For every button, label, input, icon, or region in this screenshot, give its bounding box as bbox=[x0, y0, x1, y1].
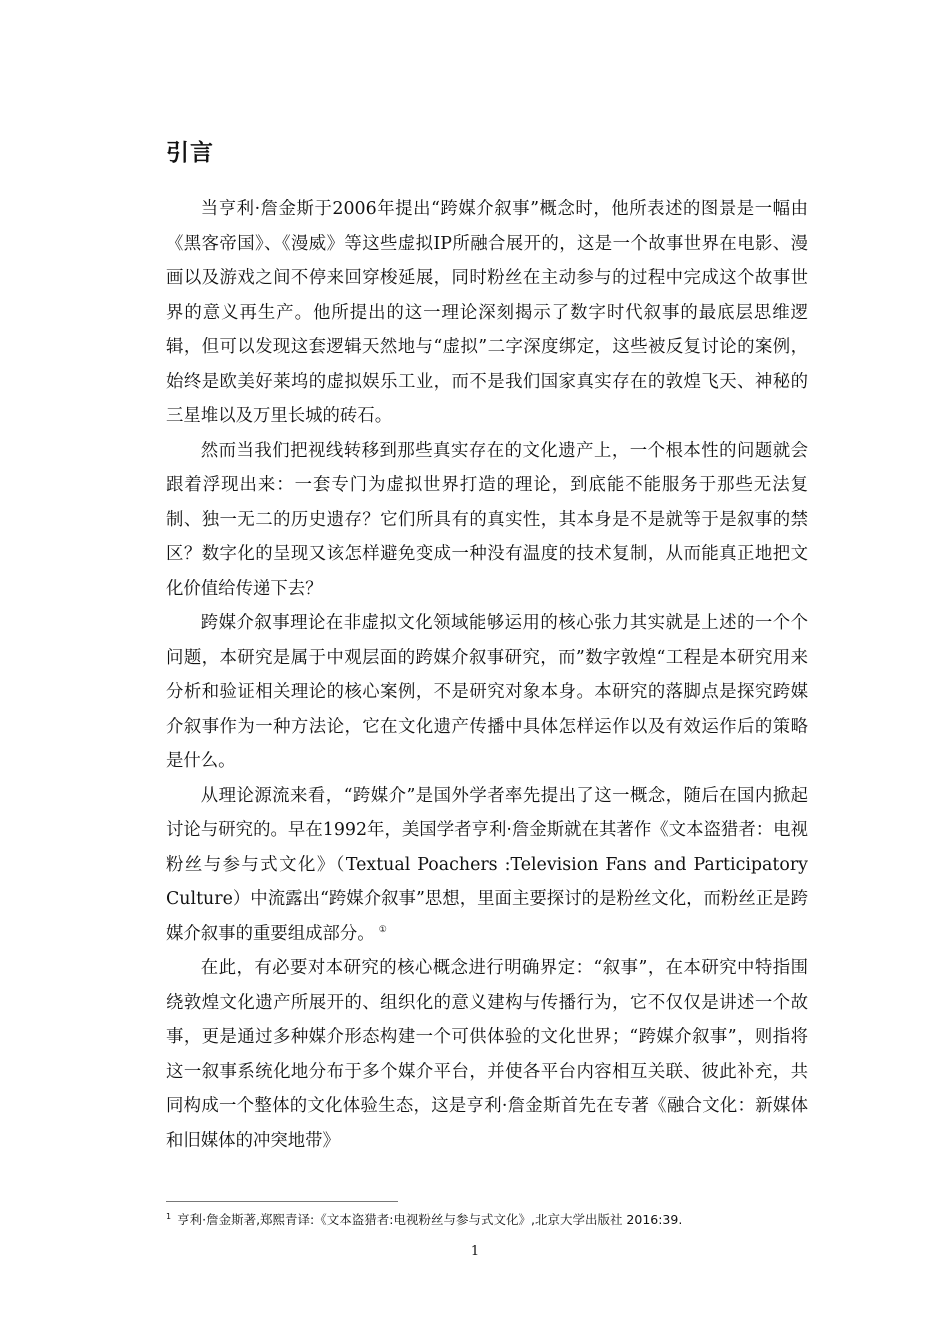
paragraph-text: 然而当我们把视线转移到那些真实存在的文化遗产上，一个根本性的问题就会跟着浮现出来：一套专门为虚拟世界打造的理论，到底能不能服务于那些无法复制、独一无二的历史遗存？它们所具有的真实性，其本身是不是就等于是叙事的禁区？数字化的呈现又该怎样避免变成一种没有温度的技术复制，从而能真正地把文化价值给传递下去？ bbox=[166, 440, 808, 599]
paragraph bbox=[166, 779, 808, 952]
footnote-text: 亨利·詹金斯著,郑熙青译:《文本盗猎者:电视粉丝与参与式文化》,北京大学出版社 2016:39. bbox=[177, 1212, 683, 1227]
footnote-reference[interactable]: ① bbox=[378, 924, 387, 935]
section-heading: 引言 bbox=[166, 140, 214, 166]
paragraph-text: 在此，有必要对本研究的核心概念进行明确界定：“叙事”，在本研究中特指围绕敦煌文化遗产所展开的、组织化的意义建构与传播行为，它不仅仅是讲述一个故事，更是通过多种媒介形态构建一个可供体验的文化世界；“跨媒介叙事”，则指将这一叙事系统化地分布于多个媒介平台，并使各平台内容相互关联、彼此补充，共同构成一个整体的文化体验生态，这是亨利·詹金斯首先在专著《融合文化：新媒体和旧媒体的冲突地带》 bbox=[166, 958, 808, 1151]
body-text bbox=[166, 192, 808, 1158]
paragraph bbox=[166, 192, 808, 434]
footnote bbox=[166, 1210, 866, 1230]
paragraph bbox=[166, 951, 808, 1158]
paragraph bbox=[166, 434, 808, 607]
paragraph-text: 跨媒介叙事理论在非虚拟文化领域能够运用的核心张力其实就是上述的一个个问题，本研究是属于中观层面的跨媒介叙事研究，而”数字敦煌“工程是本研究用来分析和验证相关理论的核心案例，不是研究对象本身。本研究的落脚点是探究跨媒介叙事作为一种方法论，它在文化遗产传播中具体怎样运作以及有效运作后的策略是什么。 bbox=[166, 613, 808, 771]
footnote-mark: 1 bbox=[166, 1211, 172, 1221]
footnote-divider bbox=[166, 1201, 398, 1202]
page-number: 1 bbox=[470, 1244, 480, 1259]
paragraph bbox=[166, 606, 808, 779]
paragraph-text: 从理论源流来看，“跨媒介”是国外学者率先提出了这一概念，随后在国内掀起讨论与研究的。早在1992年，美国学者亨利·詹金斯就在其著作《文本盗猎者：电视粉丝与参与式文化》（Textual Poachers :Television Fans and Participatory Culture）中流露出“跨媒介叙事”思想，里面主要探讨的是粉丝文化，而粉丝正是跨媒介叙事的重要组成部分。 bbox=[166, 785, 808, 944]
paragraph-text: 当亨利·詹金斯于2006年提出“跨媒介叙事”概念时，他所表述的图景是一幅由《黑客帝国》、《漫威》等这些虚拟IP所融合展开的，这是一个故事世界在电影、漫画以及游戏之间不停来回穿梭延展，同时粉丝在主动参与的过程中完成这个故事世界的意义再生产。他所提出的这一理论深刻揭示了数字时代叙事的最底层思维逻辑，但可以发现这套逻辑天然地与“虚拟”二字深度绑定，这些被反复讨论的案例，始终是欧美好莱坞的虚拟娱乐工业，而不是我们国家真实存在的敦煌飞天、神秘的三星堆以及万里长城的砖石。 bbox=[166, 199, 808, 426]
